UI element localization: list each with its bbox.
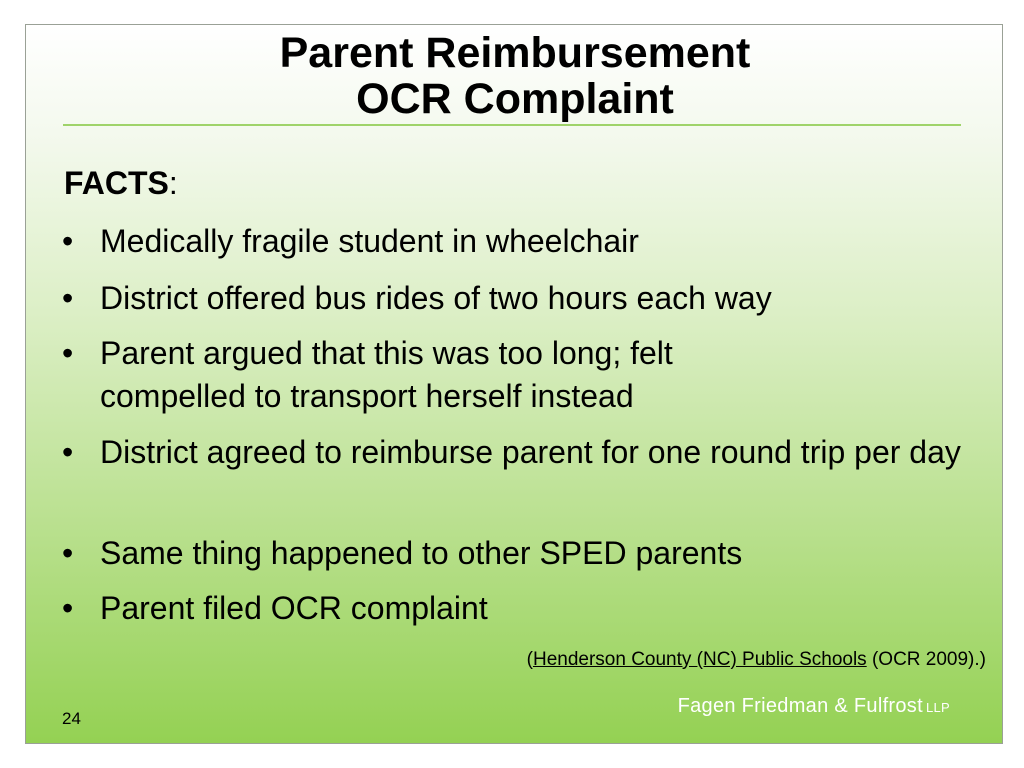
facts-label: FACTS xyxy=(64,165,169,201)
facts-colon: : xyxy=(168,165,178,201)
list-item-text: District offered bus rides of two hours each way xyxy=(100,280,772,316)
firm-suffix: LLP xyxy=(925,700,950,715)
bullet-icon: • xyxy=(62,535,74,571)
citation-case-link[interactable]: Henderson County (NC) Public Schools xyxy=(532,649,867,670)
list-item xyxy=(62,332,820,418)
list-item-text: District agreed to reimburse parent for one round trip per day xyxy=(100,434,961,470)
list-item-text: Parent argued that this was too long; felt compelled to transport herself instead xyxy=(100,335,673,414)
list-item-text: Medically fragile student in wheelchair xyxy=(100,223,639,259)
list-item xyxy=(62,532,960,575)
list-item xyxy=(62,587,960,630)
list-item xyxy=(62,431,970,474)
page-number: 24 xyxy=(62,709,81,728)
title-line-2: OCR Complaint xyxy=(356,75,674,123)
bullet-icon: • xyxy=(62,434,74,470)
firm-logo xyxy=(678,695,950,718)
list-item-text: Same thing happened to other SPED parents xyxy=(100,535,743,571)
list-item-text: Parent filed OCR complaint xyxy=(100,590,488,626)
facts-heading xyxy=(64,165,178,201)
slide-title xyxy=(26,30,1004,122)
citation-open: ( xyxy=(526,649,533,670)
bullet-icon: • xyxy=(62,280,74,316)
list-item xyxy=(62,220,960,263)
title-line-1: Parent Reimbursement xyxy=(279,29,751,77)
citation-rest: (OCR 2009).) xyxy=(866,649,986,670)
bullet-icon: • xyxy=(62,335,74,371)
bullet-icon: • xyxy=(62,590,74,626)
title-divider xyxy=(63,124,961,126)
slide xyxy=(25,24,1003,744)
case-citation xyxy=(527,649,986,671)
firm-name: Fagen Friedman & Fulfrost xyxy=(677,695,923,717)
bullet-icon: • xyxy=(62,223,74,259)
list-item xyxy=(62,277,960,320)
